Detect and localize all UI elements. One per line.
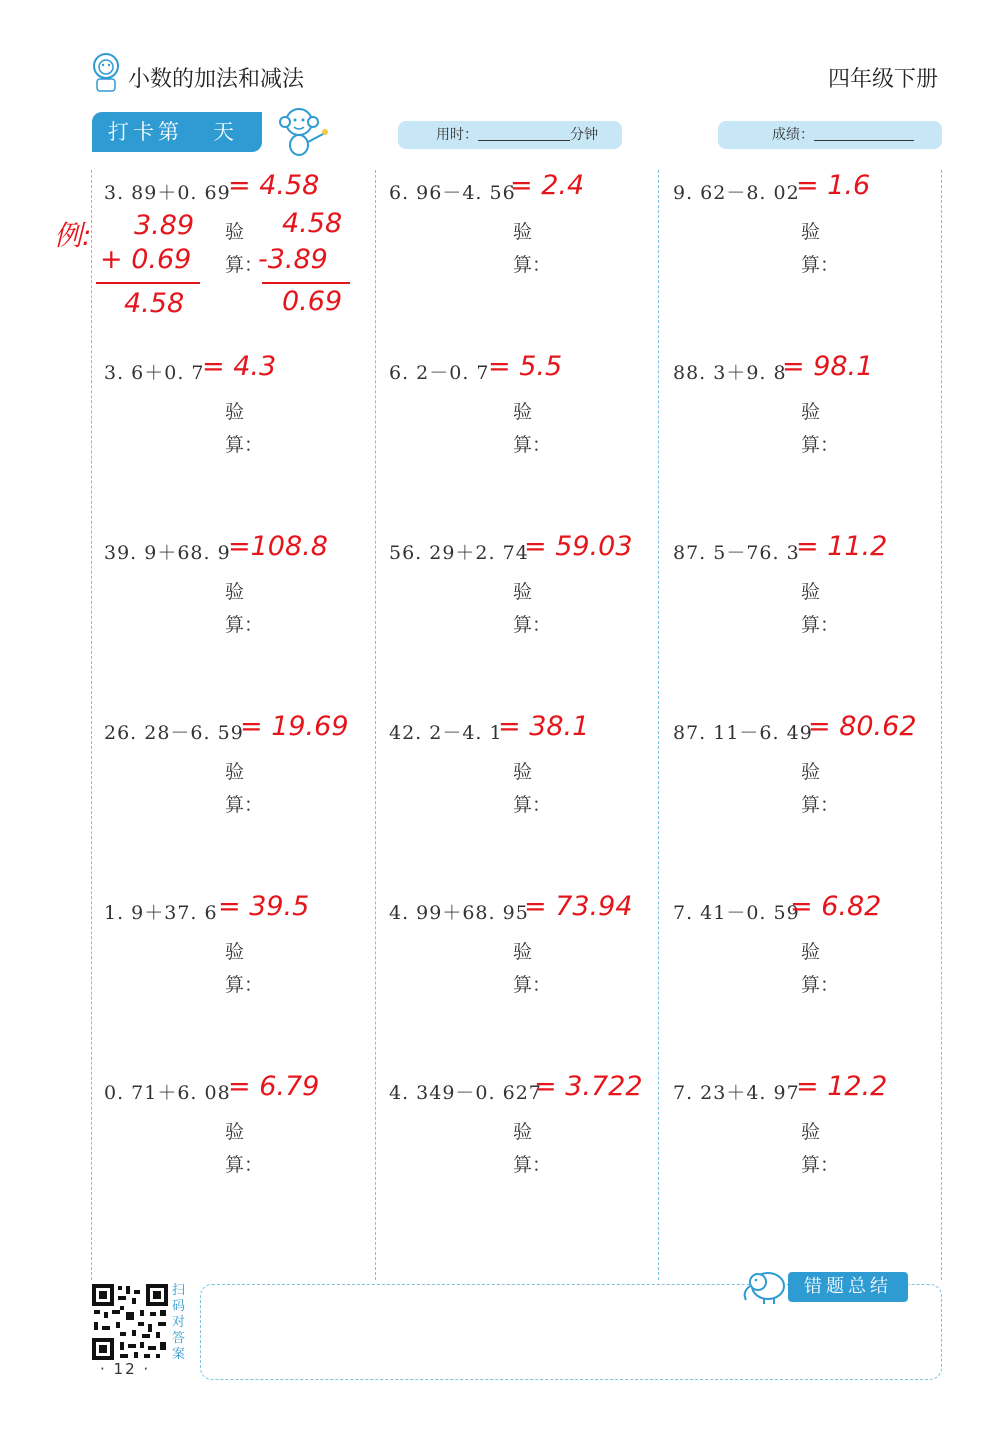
check-label-yan: 验 xyxy=(513,581,533,603)
time-unit: 分钟 xyxy=(570,127,598,143)
check-label-suan: 算： xyxy=(801,1154,840,1176)
problem-r5c3: 7. 41－0. 59 xyxy=(673,902,800,924)
check-label-suan: 算： xyxy=(801,614,840,636)
example-sub-bottom: -3.89 xyxy=(258,244,328,275)
check-label-yan: 验 xyxy=(225,581,245,603)
check-label-suan: 算： xyxy=(225,434,264,456)
answer-r4c2: = 38.1 xyxy=(498,711,590,742)
score-blank[interactable] xyxy=(814,123,914,141)
check-label-yan: 验 xyxy=(225,401,245,423)
error-summary-label: 错题总结 xyxy=(788,1272,908,1302)
check-label-yan: 验 xyxy=(513,1121,533,1143)
problem-r4c2: 42. 2－4. 1 xyxy=(389,722,503,744)
example-sub-top: 4.58 xyxy=(282,208,343,239)
chapter-title: 小数的加法和减法 xyxy=(128,67,305,92)
score-field xyxy=(718,121,942,149)
check-label-suan: 算： xyxy=(513,614,552,636)
answer-r3c3: = 11.2 xyxy=(796,531,888,562)
problem-r3c1: 39. 9＋68. 9 xyxy=(104,542,231,564)
check-label-yan: 验 xyxy=(801,1121,821,1143)
column-divider xyxy=(375,170,376,1280)
check-label-suan: 算： xyxy=(801,794,840,816)
check-label-suan: 算： xyxy=(513,434,552,456)
punch-prefix: 打卡第 xyxy=(108,120,183,144)
check-label-suan: 算： xyxy=(225,614,264,636)
column-divider xyxy=(91,170,92,1280)
problem-r3c3: 87. 5－76. 3 xyxy=(673,542,800,564)
check-label-yan: 验 xyxy=(225,761,245,783)
check-label-suan: 算： xyxy=(225,794,264,816)
check-label-yan: 验 xyxy=(225,221,245,243)
problem-r6c1: 0. 71＋6. 08 xyxy=(104,1082,231,1104)
problem-r2c2: 6. 2－0. 7 xyxy=(389,362,490,384)
problem-r2c1: 3. 6＋0. 7 xyxy=(104,362,205,384)
time-label: 用时： xyxy=(436,127,478,143)
problem-r4c3: 87. 11－6. 49 xyxy=(673,722,813,744)
problem-r2c3: 88. 3＋9. 8 xyxy=(673,362,787,384)
answer-r2c1: = 4.3 xyxy=(202,351,277,382)
problem-r5c1: 1. 9＋37. 6 xyxy=(104,902,218,924)
column-divider xyxy=(658,170,659,1280)
problem-r1c2: 6. 96－4. 56 xyxy=(389,182,516,204)
answer-r3c2: = 59.03 xyxy=(524,531,633,562)
problem-r4c1: 26. 28－6. 59 xyxy=(104,722,244,744)
problem-r6c3: 7. 23＋4. 97 xyxy=(673,1082,800,1104)
punch-card-banner xyxy=(92,112,262,152)
monkey-mascot-icon xyxy=(275,104,331,158)
lion-mascot-icon xyxy=(88,52,124,94)
check-label-yan: 验 xyxy=(513,761,533,783)
time-blank[interactable] xyxy=(478,123,570,141)
elephant-icon xyxy=(738,1266,790,1306)
answer-r4c1: = 19.69 xyxy=(240,711,349,742)
check-label-yan: 验 xyxy=(225,1121,245,1143)
answer-r3c1: =108.8 xyxy=(228,531,328,562)
example-sub-line xyxy=(262,282,350,284)
check-label-suan: 算： xyxy=(225,254,264,276)
answer-r5c2: = 73.94 xyxy=(524,891,633,922)
example-add-line xyxy=(96,282,200,284)
check-label-suan: 算： xyxy=(801,254,840,276)
answer-r1c1: = 4.58 xyxy=(228,170,320,201)
time-field xyxy=(398,121,622,149)
problem-r6c2: 4. 349－0. 627 xyxy=(389,1082,542,1104)
answer-r6c3: = 12.2 xyxy=(796,1071,888,1102)
check-label-suan: 算： xyxy=(801,434,840,456)
answer-r5c1: = 39.5 xyxy=(218,891,310,922)
problem-r3c2: 56. 29＋2. 74 xyxy=(389,542,529,564)
check-label-yan: 验 xyxy=(801,761,821,783)
check-label-yan: 验 xyxy=(801,581,821,603)
example-add-result: 4.58 xyxy=(124,288,185,319)
answer-r4c3: = 80.62 xyxy=(808,711,917,742)
example-add-top: 3.89 xyxy=(134,210,195,241)
check-label-suan: 算： xyxy=(801,974,840,996)
check-label-yan: 验 xyxy=(801,941,821,963)
qr-caption: 扫码对答案 xyxy=(172,1283,186,1362)
problem-r1c3: 9. 62－8. 02 xyxy=(673,182,800,204)
example-mark: 例: xyxy=(54,219,92,252)
page-number: · 12 · xyxy=(100,1360,151,1378)
answer-r6c2: = 3.722 xyxy=(534,1071,643,1102)
example-add-bottom: + 0.69 xyxy=(100,244,192,275)
problem-r1c1: 3. 89＋0. 69 xyxy=(104,182,231,204)
grade-label: 四年级下册 xyxy=(827,67,938,92)
answer-r1c2: = 2.4 xyxy=(510,170,585,201)
check-label-yan: 验 xyxy=(801,221,821,243)
answer-r2c3: = 98.1 xyxy=(782,351,874,382)
check-label-yan: 验 xyxy=(513,221,533,243)
example-sub-result: 0.69 xyxy=(282,286,343,317)
check-label-suan: 算： xyxy=(225,1154,264,1176)
answer-r5c3: = 6.82 xyxy=(790,891,882,922)
check-label-suan: 算： xyxy=(513,974,552,996)
check-label-suan: 算： xyxy=(513,794,552,816)
check-label-suan: 算： xyxy=(513,254,552,276)
score-label: 成绩： xyxy=(772,127,814,143)
check-label-yan: 验 xyxy=(225,941,245,963)
check-label-yan: 验 xyxy=(801,401,821,423)
check-label-suan: 算： xyxy=(513,1154,552,1176)
problem-r5c2: 4. 99＋68. 95 xyxy=(389,902,529,924)
qr-code xyxy=(90,1282,170,1362)
punch-suffix: 天 xyxy=(213,120,238,144)
answer-r6c1: = 6.79 xyxy=(228,1071,320,1102)
check-label-suan: 算： xyxy=(225,974,264,996)
check-label-yan: 验 xyxy=(513,401,533,423)
answer-r1c3: = 1.6 xyxy=(796,170,871,201)
column-divider xyxy=(941,170,942,1280)
check-label-yan: 验 xyxy=(513,941,533,963)
answer-r2c2: = 5.5 xyxy=(488,351,563,382)
